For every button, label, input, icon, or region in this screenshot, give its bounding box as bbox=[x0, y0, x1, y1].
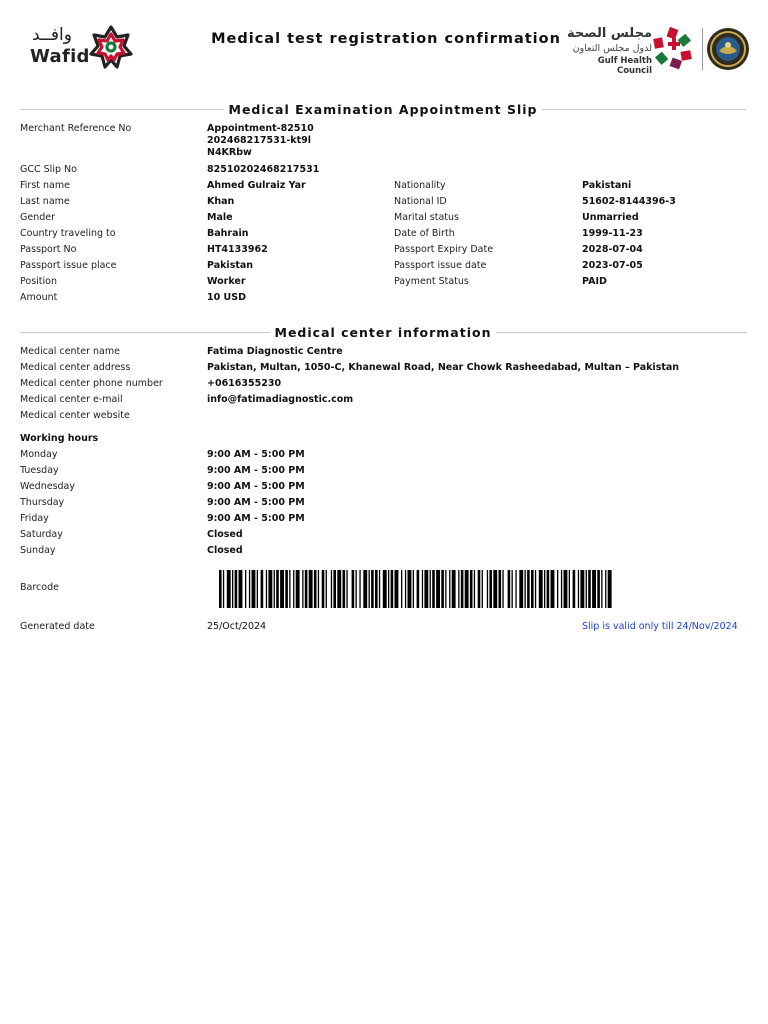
gcc-seal-icon bbox=[706, 27, 750, 71]
working-day-label: Saturday bbox=[20, 529, 63, 540]
barcode-bar bbox=[363, 570, 367, 608]
barcode-bar bbox=[261, 570, 264, 608]
barcode-bar bbox=[499, 570, 502, 608]
gcc-slip-label: GCC Slip No bbox=[20, 164, 77, 175]
barcode-bar bbox=[322, 570, 325, 608]
barcode-bar bbox=[544, 570, 545, 608]
first-name-label: First name bbox=[20, 180, 70, 191]
barcode-bar bbox=[502, 570, 503, 608]
passport-issue-date-value: 2023-07-05 bbox=[582, 260, 643, 271]
merchant-ref-value: Appointment-82510202468217531-kt9lN4KRbw bbox=[207, 123, 314, 158]
working-day-label: Wednesday bbox=[20, 481, 76, 492]
barcode-bar bbox=[235, 570, 238, 608]
wafid-star-icon bbox=[88, 24, 134, 70]
working-day-label: Tuesday bbox=[20, 465, 59, 476]
barcode-bar bbox=[337, 570, 341, 608]
gulf-health-council-logo bbox=[566, 24, 701, 76]
barcode-bar bbox=[597, 570, 600, 608]
barcode-bar bbox=[356, 570, 357, 608]
barcode-bar bbox=[478, 570, 481, 608]
barcode-bar bbox=[232, 570, 233, 608]
passport-issue-place-label: Passport issue place bbox=[20, 260, 117, 271]
barcode-bar bbox=[268, 570, 272, 608]
barcode-bar bbox=[302, 570, 303, 608]
barcode-bar bbox=[391, 570, 394, 608]
barcode-bar bbox=[352, 570, 355, 608]
barcode-bar bbox=[527, 570, 530, 608]
barcode-bar bbox=[588, 570, 591, 608]
barcode-bar bbox=[430, 570, 431, 608]
last-name-label: Last name bbox=[20, 196, 70, 207]
position-value: Worker bbox=[207, 276, 246, 287]
header-divider bbox=[702, 28, 703, 70]
barcode-bar bbox=[305, 570, 308, 608]
payment-status-label: Payment Status bbox=[394, 276, 469, 287]
wafid-logo bbox=[28, 24, 138, 70]
center-address-value: Pakistan, Multan, 1050-C, Khanewal Road, Near Chowk Rasheedabad, Multan – Pakistan bbox=[207, 362, 680, 373]
working-day-label: Monday bbox=[20, 449, 58, 460]
barcode-label: Barcode bbox=[20, 582, 59, 593]
barcode-bar bbox=[578, 570, 579, 608]
barcode-bar bbox=[547, 570, 550, 608]
passport-issue-date-label: Passport issue date bbox=[394, 260, 487, 271]
barcode-bar bbox=[445, 570, 446, 608]
working-day-hours: 9:00 AM - 5:00 PM bbox=[207, 497, 305, 508]
working-day-hours: Closed bbox=[207, 529, 243, 540]
ghc-logo-arabic-title: مجلس الصحة bbox=[566, 26, 652, 41]
working-day-label: Thursday bbox=[20, 497, 65, 508]
barcode-bar bbox=[359, 570, 360, 608]
barcode-bar bbox=[227, 570, 231, 608]
marital-status-label: Marital status bbox=[394, 212, 459, 223]
barcode-bar bbox=[424, 570, 428, 608]
barcode-bar bbox=[257, 570, 258, 608]
barcode-bar bbox=[413, 570, 414, 608]
barcode-bar bbox=[379, 570, 380, 608]
national-id-label: National ID bbox=[394, 196, 447, 207]
barcode-bar bbox=[274, 570, 275, 608]
barcode-bar bbox=[388, 570, 389, 608]
barcode-bar bbox=[276, 570, 279, 608]
ghc-logo-arabic-subtitle: لدول مجلس التعاون bbox=[572, 43, 652, 54]
payment-status-value: PAID bbox=[582, 276, 607, 287]
page-header bbox=[0, 0, 768, 92]
center-email-value: info@fatimadiagnostic.com bbox=[207, 394, 354, 405]
center-name-label: Medical center name bbox=[20, 346, 120, 357]
barcode-bar bbox=[586, 570, 587, 608]
barcode-bar bbox=[401, 570, 402, 608]
gcc-slip-value: 82510202468217531 bbox=[207, 164, 320, 175]
national-id-value: 51602-8144396-3 bbox=[582, 196, 676, 207]
barcode-bar bbox=[539, 570, 543, 608]
barcode-bar bbox=[470, 570, 473, 608]
barcode-bar bbox=[285, 570, 288, 608]
passport-no-label: Passport No bbox=[20, 244, 77, 255]
barcode-bar bbox=[487, 570, 488, 608]
barcode-bar bbox=[561, 570, 562, 608]
passport-issue-place-value: Pakistan bbox=[207, 260, 254, 271]
medical-center-section-title: Medical center information bbox=[270, 325, 497, 340]
barcode-bar bbox=[474, 570, 475, 608]
barcode-bar bbox=[219, 570, 222, 608]
barcode-bar bbox=[592, 570, 596, 608]
medical-center-section-header bbox=[20, 324, 746, 340]
barcode-bar bbox=[326, 570, 327, 608]
barcode-bar bbox=[245, 570, 246, 608]
marital-status-value: Unmarried bbox=[582, 212, 639, 223]
barcode-bar bbox=[252, 570, 256, 608]
barcode-image bbox=[219, 570, 612, 608]
first-name-value: Ahmed Gulraiz Yar bbox=[207, 180, 306, 191]
barcode-bar bbox=[371, 570, 374, 608]
barcode-bar bbox=[512, 570, 513, 608]
working-day-hours: 9:00 AM - 5:00 PM bbox=[207, 481, 305, 492]
country-traveling-value: Bahrain bbox=[207, 228, 249, 239]
passport-expiry-value: 2028-07-04 bbox=[582, 244, 643, 255]
barcode-bar bbox=[525, 570, 526, 608]
barcode-bar bbox=[601, 570, 602, 608]
barcode-bar bbox=[309, 570, 313, 608]
barcode-bar bbox=[289, 570, 290, 608]
working-day-label: Friday bbox=[20, 513, 49, 524]
barcode-bar bbox=[314, 570, 317, 608]
working-day-hours: 9:00 AM - 5:00 PM bbox=[207, 465, 305, 476]
center-phone-label: Medical center phone number bbox=[20, 378, 163, 389]
barcode-bar bbox=[395, 570, 399, 608]
working-day-label: Sunday bbox=[20, 545, 56, 556]
barcode-bar bbox=[318, 570, 319, 608]
generated-date-value: 25/Oct/2024 bbox=[207, 621, 267, 632]
center-website-label: Medical center website bbox=[20, 410, 130, 421]
barcode-bar bbox=[531, 570, 534, 608]
barcode-bar bbox=[608, 570, 612, 608]
barcode-bar bbox=[551, 570, 555, 608]
appointment-section-title: Medical Examination Appointment Slip bbox=[224, 102, 543, 117]
barcode-bar bbox=[519, 570, 523, 608]
barcode-bar bbox=[333, 570, 336, 608]
generated-date-label: Generated date bbox=[20, 621, 95, 632]
barcode-bar bbox=[266, 570, 267, 608]
gender-value: Male bbox=[207, 212, 233, 223]
gender-label: Gender bbox=[20, 212, 56, 223]
center-email-label: Medical center e-mail bbox=[20, 394, 123, 405]
amount-label: Amount bbox=[20, 292, 58, 303]
barcode-bar bbox=[346, 570, 347, 608]
nationality-label: Nationality bbox=[394, 180, 446, 191]
center-phone-value: +0616355230 bbox=[207, 378, 282, 389]
barcode-bar bbox=[280, 570, 284, 608]
barcode-bar bbox=[482, 570, 483, 608]
barcode-bar bbox=[293, 570, 294, 608]
barcode-bar bbox=[465, 570, 469, 608]
working-day-hours: 9:00 AM - 5:00 PM bbox=[207, 513, 305, 524]
position-label: Position bbox=[20, 276, 57, 287]
ghc-emblem-icon bbox=[652, 26, 696, 70]
passport-no-value: HT4133962 bbox=[207, 244, 268, 255]
barcode-bar bbox=[375, 570, 378, 608]
center-name-value: Fatima Diagnostic Centre bbox=[207, 346, 343, 357]
appointment-section-header bbox=[20, 101, 746, 117]
ghc-logo-english: Gulf Health Council bbox=[597, 56, 652, 76]
barcode-bar bbox=[515, 570, 516, 608]
barcode-bar bbox=[417, 570, 420, 608]
barcode-bar bbox=[461, 570, 464, 608]
barcode-bar bbox=[343, 570, 346, 608]
barcode-bar bbox=[296, 570, 300, 608]
wafid-logo-latin: Wafid bbox=[30, 46, 90, 67]
working-day-hours: Closed bbox=[207, 545, 243, 556]
barcode-bar bbox=[569, 570, 570, 608]
date-of-birth-label: Date of Birth bbox=[394, 228, 455, 239]
barcode-bar bbox=[564, 570, 568, 608]
barcode-bar bbox=[408, 570, 412, 608]
barcode-bar bbox=[493, 570, 497, 608]
nationality-value: Pakistani bbox=[582, 180, 632, 191]
barcode-bar bbox=[383, 570, 387, 608]
amount-value: 10 USD bbox=[207, 292, 246, 303]
barcode-bar bbox=[436, 570, 440, 608]
barcode-bar bbox=[405, 570, 406, 608]
barcode-bar bbox=[422, 570, 423, 608]
barcode-bar bbox=[535, 570, 536, 608]
validity-note: Slip is valid only till 24/Nov/2024 bbox=[582, 621, 738, 632]
barcode-bar bbox=[223, 570, 224, 608]
barcode-bar bbox=[605, 570, 606, 608]
working-hours-heading: Working hours bbox=[20, 433, 99, 444]
center-address-label: Medical center address bbox=[20, 362, 131, 373]
barcode-bar bbox=[508, 570, 511, 608]
barcode-bar bbox=[369, 570, 370, 608]
barcode-bar bbox=[449, 570, 450, 608]
barcode-bar bbox=[458, 570, 459, 608]
barcode-bar bbox=[573, 570, 576, 608]
barcode-bar bbox=[557, 570, 558, 608]
page-title: Medical test registration confirmation bbox=[211, 31, 561, 47]
barcode-bar bbox=[580, 570, 584, 608]
wafid-logo-arabic: وافــد bbox=[32, 25, 72, 45]
barcode-bar bbox=[441, 570, 444, 608]
passport-expiry-label: Passport Expiry Date bbox=[394, 244, 494, 255]
barcode-bar bbox=[249, 570, 250, 608]
country-traveling-label: Country traveling to bbox=[20, 228, 116, 239]
barcode-bar bbox=[489, 570, 492, 608]
barcode-bar bbox=[452, 570, 456, 608]
barcode-bar bbox=[331, 570, 332, 608]
date-of-birth-value: 1999-11-23 bbox=[582, 228, 643, 239]
working-day-hours: 9:00 AM - 5:00 PM bbox=[207, 449, 305, 460]
barcode-bar bbox=[432, 570, 435, 608]
barcode-bar bbox=[239, 570, 243, 608]
merchant-ref-label: Merchant Reference No bbox=[20, 123, 132, 134]
last-name-value: Khan bbox=[207, 196, 235, 207]
